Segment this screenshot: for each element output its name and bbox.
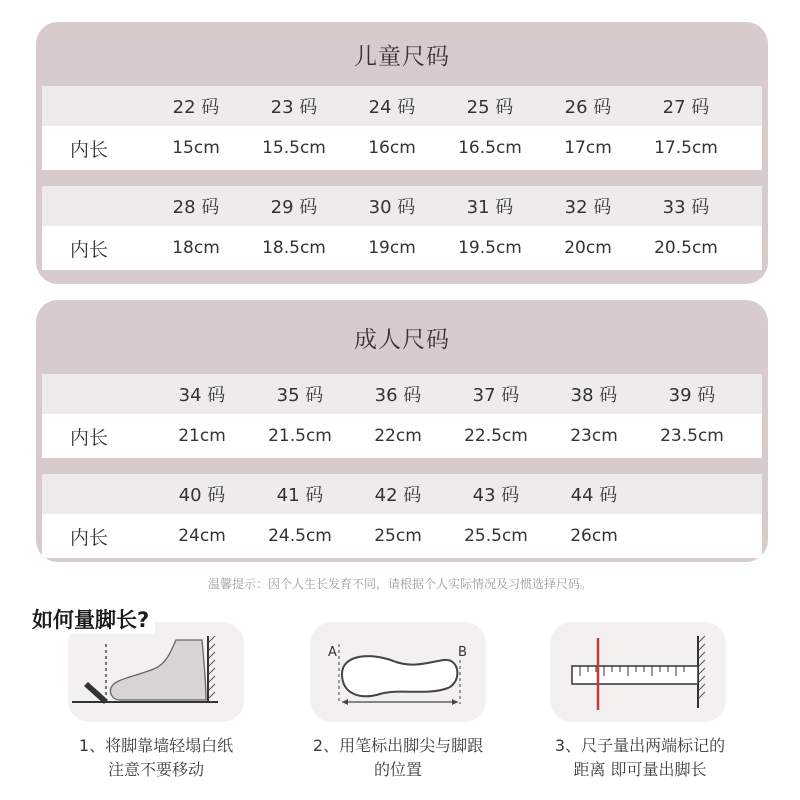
- length-row-label: 内长: [70, 426, 109, 449]
- size-cell: 43 码: [472, 485, 520, 506]
- size-cell: 34 码: [178, 385, 226, 406]
- length-row: [42, 414, 762, 458]
- kids-size-title: 儿童尺码: [354, 43, 450, 70]
- size-cell: 29 码: [270, 197, 318, 218]
- size-cell: 37 码: [472, 385, 520, 406]
- howto-title: 如何量脚长?: [32, 604, 155, 634]
- size-cell: 39 码: [668, 385, 716, 406]
- size-cell: 36 码: [374, 385, 422, 406]
- kids-size-card: [36, 22, 768, 284]
- size-row: [42, 186, 762, 226]
- length-cell: 24cm: [178, 526, 226, 546]
- length-cell: 22cm: [374, 426, 422, 446]
- length-row: [42, 226, 762, 270]
- size-cell: 31 码: [466, 197, 514, 218]
- size-row: [42, 86, 762, 126]
- adult-table-block-2: [42, 474, 762, 558]
- length-cell: 17cm: [564, 138, 612, 158]
- label-b: B: [458, 645, 467, 660]
- length-cell: 16cm: [368, 138, 416, 158]
- step-2-line1: 2、用笔标出脚尖与脚跟: [312, 736, 484, 755]
- kids-table-block-2: [42, 186, 762, 270]
- length-cell: 19cm: [368, 238, 416, 258]
- length-cell: 15.5cm: [262, 138, 326, 158]
- size-cell: 40 码: [178, 485, 226, 506]
- length-cell: 18.5cm: [262, 238, 326, 258]
- step-2-text: [283, 734, 513, 782]
- size-cell: 30 码: [368, 197, 416, 218]
- adult-size-card: [36, 300, 768, 562]
- size-cell: 25 码: [466, 97, 514, 118]
- length-row-label: 内长: [70, 526, 109, 549]
- size-cell: 28 码: [172, 197, 220, 218]
- length-cell: 25.5cm: [464, 526, 528, 546]
- length-cell: 15cm: [172, 138, 220, 158]
- length-cell: 26cm: [570, 526, 618, 546]
- size-cell: 24 码: [368, 97, 416, 118]
- length-row: [42, 126, 762, 170]
- size-cell: 23 码: [270, 97, 318, 118]
- ruler-icon: [550, 622, 726, 722]
- step-1-line2: 注意不要移动: [107, 760, 204, 779]
- step-1-line1: 1、将脚靠墙轻塌白纸: [78, 736, 234, 755]
- step2-illustration: [310, 622, 486, 722]
- length-cell: 23.5cm: [660, 426, 724, 446]
- label-a: A: [328, 645, 337, 660]
- kids-table-block-1: [42, 86, 762, 170]
- size-cell: 35 码: [276, 385, 324, 406]
- size-cell: 22 码: [172, 97, 220, 118]
- length-row: [42, 514, 762, 558]
- size-cell: 38 码: [570, 385, 618, 406]
- length-row-label: 内长: [70, 238, 109, 261]
- length-cell: 21cm: [178, 426, 226, 446]
- size-row: [42, 374, 762, 414]
- length-cell: 21.5cm: [268, 426, 332, 446]
- size-cell: 32 码: [564, 197, 612, 218]
- size-cell: 42 码: [374, 485, 422, 506]
- length-cell: 18cm: [172, 238, 220, 258]
- adult-table-block-1: [42, 374, 762, 458]
- length-row-label: 内长: [70, 138, 109, 161]
- size-cell: 27 码: [662, 97, 710, 118]
- length-cell: 24.5cm: [268, 526, 332, 546]
- step-3-text: [525, 734, 755, 782]
- length-cell: 19.5cm: [458, 238, 522, 258]
- step3-illustration: [550, 622, 726, 722]
- step-3-line1: 3、尺子量出两端标记的: [554, 736, 726, 755]
- size-cell: 44 码: [570, 485, 618, 506]
- size-cell: 41 码: [276, 485, 324, 506]
- foot-against-wall-icon: [68, 622, 244, 722]
- size-cell: 33 码: [662, 197, 710, 218]
- adult-size-title: 成人尺码: [354, 326, 450, 353]
- size-row: [42, 474, 762, 514]
- size-tip-note: 温馨提示：因个人生长发育不同，请根据个人实际情况及习惯选择尺码。: [207, 577, 592, 591]
- step-3-line2: 距离 即可量出脚长: [573, 760, 707, 779]
- length-cell: 17.5cm: [654, 138, 718, 158]
- length-cell: 16.5cm: [458, 138, 522, 158]
- step-2-line2: 的位置: [373, 760, 422, 779]
- length-cell: 23cm: [570, 426, 618, 446]
- length-cell: 22.5cm: [464, 426, 528, 446]
- length-cell: 25cm: [374, 526, 422, 546]
- foot-outline-icon: [310, 622, 486, 722]
- length-cell: 20.5cm: [654, 238, 718, 258]
- length-cell: 20cm: [564, 238, 612, 258]
- size-cell: 26 码: [564, 97, 612, 118]
- step-1-text: [41, 734, 271, 782]
- step1-illustration: [68, 622, 244, 722]
